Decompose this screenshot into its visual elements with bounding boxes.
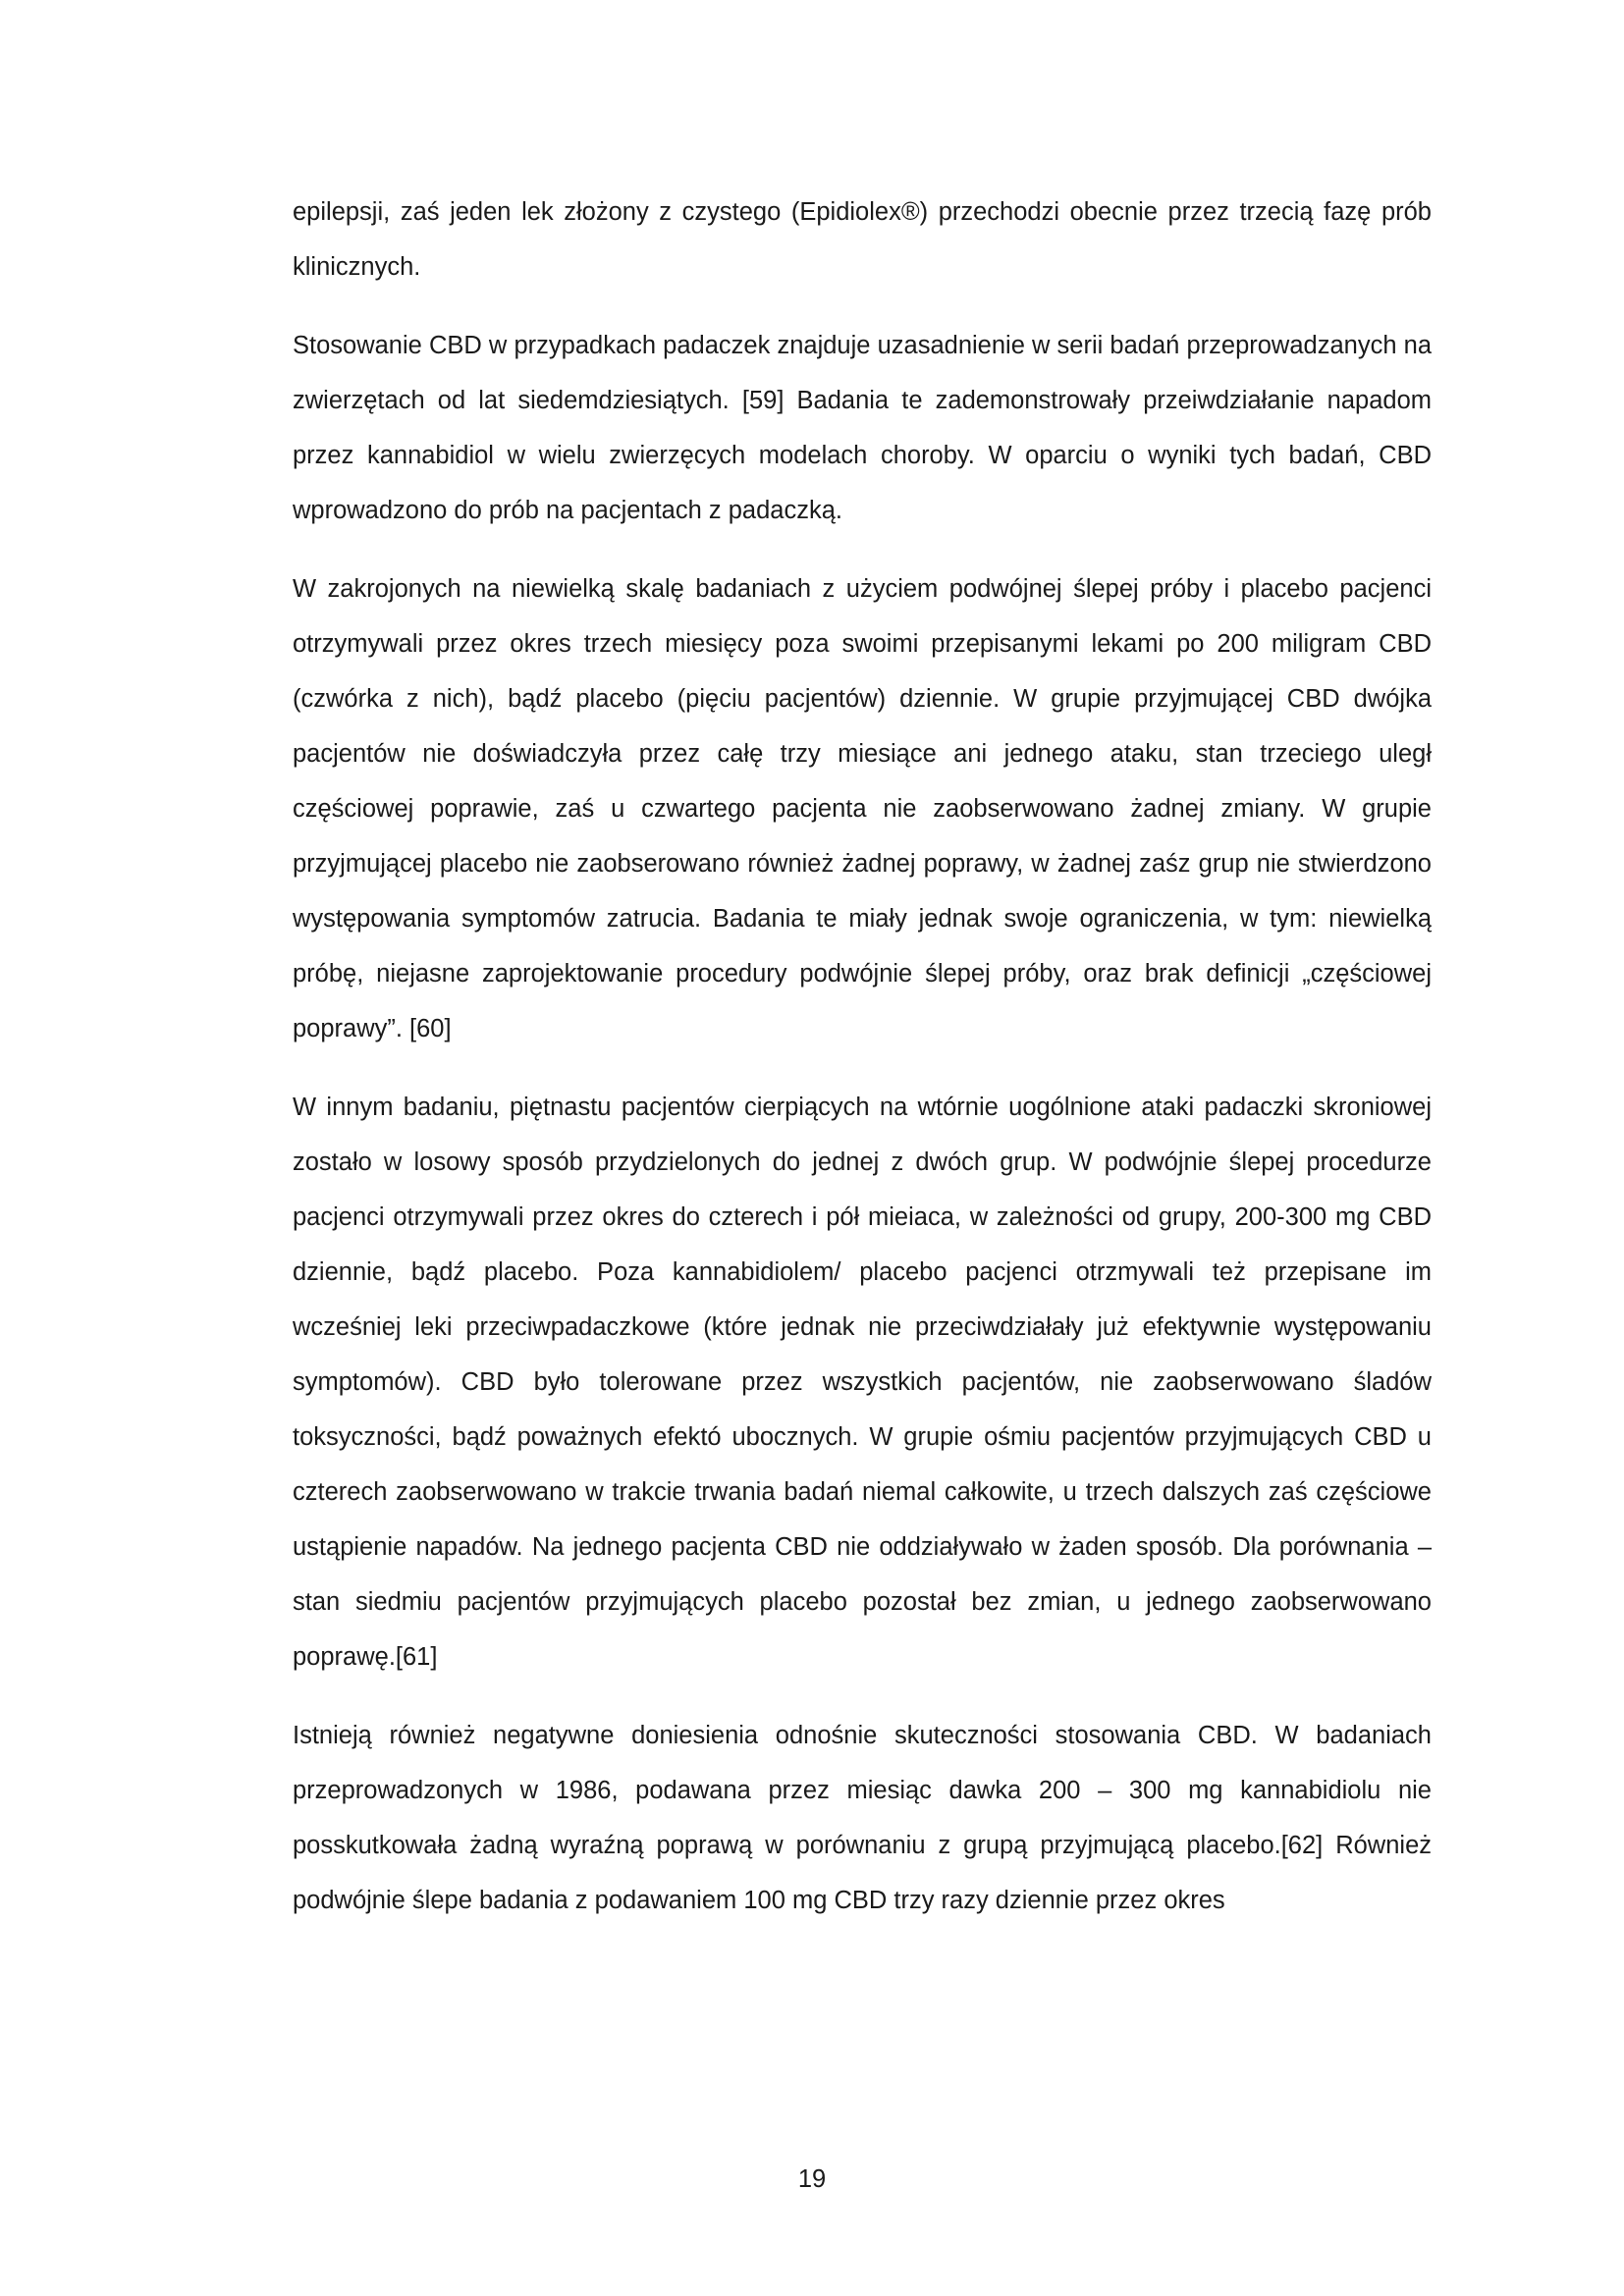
- document-body: [293, 185, 1432, 1951]
- page-number: 19: [797, 2165, 827, 2193]
- paragraph-small-scale-study: W zakrojonych na niewielką skalę badaniach z użyciem podwójnej ślepej próby i placebo pacjenci otrzymywali przez okres trzech miesięcy poza swoimi przepisanymi lekami po 200 miligram CBD (czwórka z nich), bądź placebo (pięciu pacjentów) dziennie. W grupie przyjmującej CBD dwójka pacjentów nie doświadczyła przez całę trzy miesiące ani jednego ataku, stan trzeciego uległ częściowej poprawie, zaś u czwartego pacjenta nie zaobserwowano żadnej zmiany. W grupie przyjmującej placebo nie zaobserowano również żadnej poprawy, w żadnej zaśz grup nie stwierdzono występowania symptomów zatrucia. Badania te miały jednak swoje ograniczenia, w tym: niewielką próbę, niejasne zaprojektowanie procedury podwójnie ślepej próby, oraz brak definicji „częściowej poprawy”. [60]: [293, 575, 1432, 1042]
- paragraph-negative-reports: Istnieją również negatywne doniesienia odnośnie skuteczności stosowania CBD. W badaniach przeprowadzonych w 1986, podawana przez miesiąc dawka 200 – 300 mg kannabidiolu nie posskutkowała żadną wyraźną poprawą w porównaniu z grupą przyjmującą placebo.[62] Również podwójnie ślepe badania z podawaniem 100 mg CBD trzy razy dziennie przez okres: [293, 1722, 1432, 1914]
- paragraph-animal-studies: Stosowanie CBD w przypadkach padaczek znajduje uzasadnienie w serii badań przeprowadzanych na zwierzętach od lat siedemdziesiątych. [59] Badania te zademonstrowały przeiwdziałanie napadom przez kannabidiol w wielu zwierzęcych modelach choroby. W oparciu o wyniki tych badań, CBD wprowadzono do prób na pacjentach z padaczką.: [293, 332, 1432, 524]
- paragraph-epidiolex: epilepsji, zaś jeden lek złożony z czystego (Epidiolex®) przechodzi obecnie przez trzecią fazę prób klinicznych.: [293, 198, 1432, 281]
- paragraph-fifteen-patients-study: W innym badaniu, piętnastu pacjentów cierpiących na wtórnie uogólnione ataki padaczki skroniowej zostało w losowy sposób przydzielonych do jednej z dwóch grup. W podwójnie ślepej procedurze pacjenci otrzymywali przez okres do czterech i pół mieiaca, w zależności od grupy, 200-300 mg CBD dziennie, bądź placebo. Poza kannabidiolem/ placebo pacjenci otrzmywali też przepisane im wcześniej leki przeciwpadaczkowe (które jednak nie przeciwdziałały już efektywnie występowaniu symptomów). CBD było tolerowane przez wszystkich pacjentów, nie zaobserwowano śladów toksyczności, bądź poważnych efektó ubocznych. W grupie ośmiu pacjentów przyjmujących CBD u czterech zaobserwowano w trakcie trwania badań niemal całkowite, u trzech dalszych zaś częściowe ustąpienie napadów. Na jednego pacjenta CBD nie oddziaływało w żaden sposób. Dla porównania – stan siedmiu pacjentów przyjmujących placebo pozostał bez zmian, u jednego zaobserwowano poprawę.[61]: [293, 1094, 1432, 1671]
